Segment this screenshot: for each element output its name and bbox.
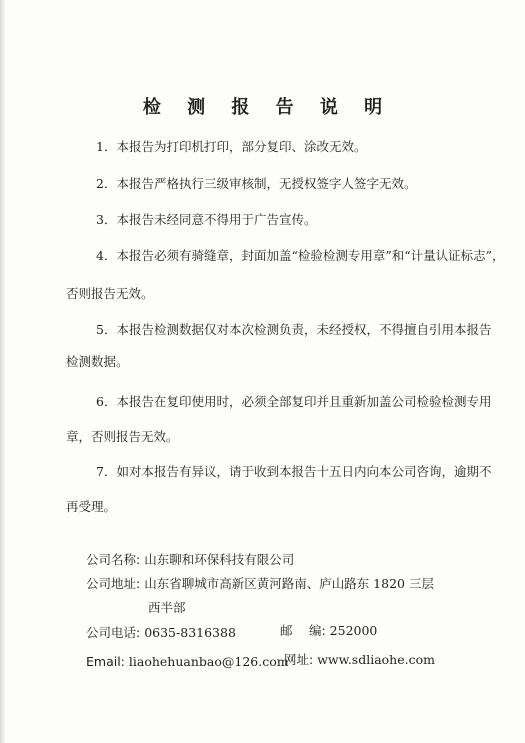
company-phone-row bbox=[86, 623, 236, 643]
company-email-value: liaohehuanbao@126.com bbox=[128, 654, 289, 669]
notice-item-7: 7．如对本报告有异议，请于收到本报告十五日内向本公司咨询，逾期不 bbox=[96, 464, 492, 479]
company-website-value: www.sdliaohe.com bbox=[317, 652, 435, 667]
company-postcode-value: 252000 bbox=[329, 623, 378, 638]
company-postcode-label: 邮 编: bbox=[280, 623, 326, 638]
notice-item-7-continued: 再受理。 bbox=[66, 499, 117, 514]
company-address-continued bbox=[148, 598, 186, 618]
company-name-row bbox=[86, 550, 294, 570]
company-phone-label: 公司电话: bbox=[86, 625, 141, 640]
notice-item-6-continued: 章，否则报告无效。 bbox=[66, 429, 179, 444]
company-email-label: Email: bbox=[86, 654, 125, 669]
notice-item-5-continued: 检测数据。 bbox=[66, 354, 129, 369]
notice-item-1: 1．本报告为打印机打印，部分复印、涂改无效。 bbox=[96, 139, 367, 154]
company-address-value-2: 西半部 bbox=[148, 600, 186, 615]
document-title: 检 测 报 告 说 明 bbox=[142, 97, 393, 118]
company-website-row bbox=[284, 650, 435, 670]
notice-item-6: 6．本报告在复印使用时，必须全部复印并且重新加盖公司检验检测专用 bbox=[96, 394, 492, 409]
notice-item-5: 5．本报告检测数据仅对本次检测负责，未经授权，不得擅自引用本报告 bbox=[96, 322, 492, 337]
notice-item-4-continued: 否则报告无效。 bbox=[66, 286, 154, 301]
company-phone-value: 0635-8316388 bbox=[144, 625, 236, 640]
company-email-row bbox=[86, 652, 289, 672]
notice-item-2: 2．本报告严格执行三级审核制，无授权签字人签字无效。 bbox=[96, 176, 417, 191]
company-address-row bbox=[86, 574, 434, 594]
company-address-label: 公司地址: bbox=[86, 576, 141, 591]
company-website-label: 网址: bbox=[284, 652, 314, 667]
company-name-label: 公司名称: bbox=[86, 552, 141, 567]
notice-item-4: 4．本报告必须有骑缝章，封面加盖“检验检测专用章”和“计量认证标志”， bbox=[96, 248, 505, 263]
notice-item-3: 3．本报告未经同意不得用于广告宣传。 bbox=[96, 212, 317, 227]
company-name-value: 山东聊和环保科技有限公司 bbox=[144, 552, 295, 567]
company-postcode-row bbox=[280, 621, 377, 641]
company-address-value: 山东省聊城市高新区黄河路南、庐山路东 1820 三层 bbox=[144, 576, 434, 591]
